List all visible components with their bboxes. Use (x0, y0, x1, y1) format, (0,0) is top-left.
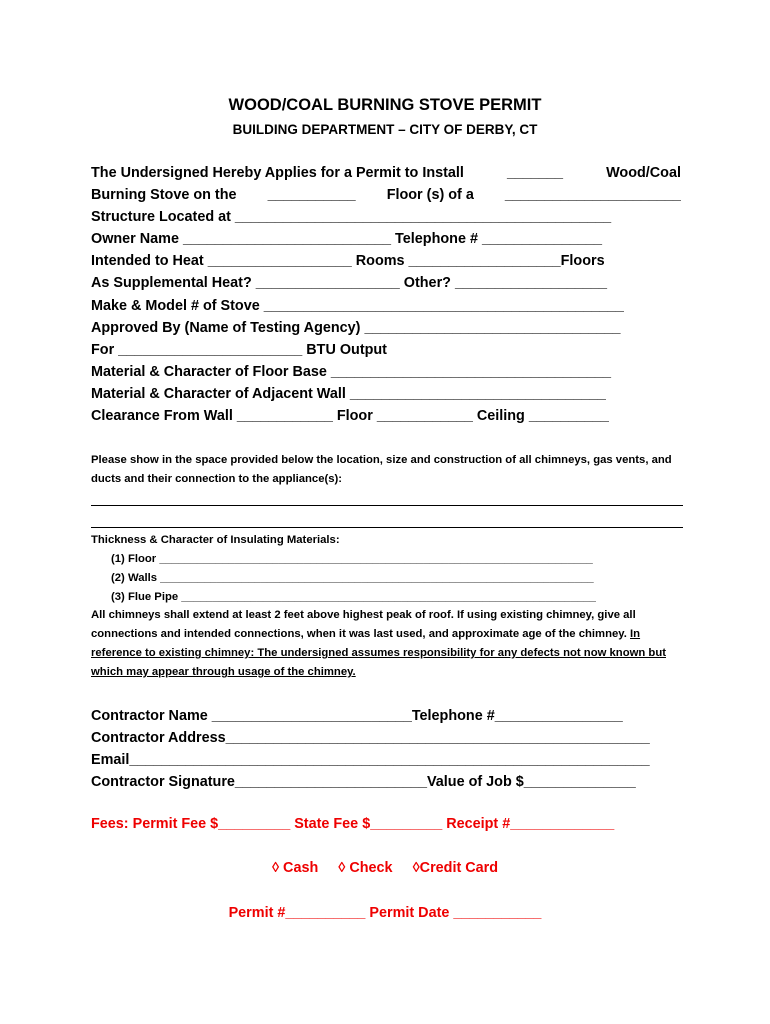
permit-number-line[interactable]: Permit #__________ Permit Date ___________ (228, 905, 542, 921)
install-text: The Undersigned Hereby Applies for a Permit to Install (91, 165, 464, 181)
contractor-signature-field[interactable]: Contractor Signature________________________Value of Job $______________ (91, 774, 636, 790)
make-model-field[interactable]: Make & Model # of Stove _____________________________________________ (91, 297, 624, 314)
drawing-line-2[interactable] (91, 527, 683, 528)
chimney-location-note: Please show in the space provided below the location, size and construction of all chimneys, gas vents, and ducts and their connection to the appliance(s): (91, 454, 672, 485)
floor-base-field[interactable]: Material & Character of Floor Base ___________________________________ (91, 363, 612, 380)
chimney-responsibility: In reference to existing chimney: The undersigned assumes responsibility for any defects not now known but which may appear through usage of the chimney. (91, 628, 666, 678)
floor-line (91, 184, 681, 206)
structure-location-field[interactable]: Structure Located at _______________________________________________ (91, 209, 612, 226)
payment-options (0, 860, 770, 876)
btu-output-field[interactable]: For _______________________ BTU Output (91, 341, 387, 358)
contractor-email-field[interactable]: Email_________________________________________________________________ (91, 752, 650, 768)
burning-stove-text: Burning Stove on the (91, 187, 237, 204)
contractor-address-field[interactable]: Contractor Address_____________________________________________________ (91, 730, 650, 746)
contractor-name-field[interactable]: Contractor Name _________________________Telephone #________________ (91, 708, 623, 724)
credit-card-option[interactable]: ◊Credit Card (412, 860, 499, 876)
chimney-requirements (91, 606, 683, 682)
structure-type-blank[interactable]: ______________________ (504, 187, 681, 204)
install-line (91, 162, 681, 184)
cash-option[interactable]: ◊ Cash (271, 860, 319, 876)
page-subtitle: BUILDING DEPARTMENT – CITY OF DERBY, CT (232, 122, 538, 137)
clearance-field[interactable]: Clearance From Wall ____________ Floor ____________ Ceiling __________ (91, 408, 609, 425)
install-blank[interactable]: _______ (506, 165, 564, 181)
drawing-line-1[interactable] (91, 505, 683, 506)
insulating-walls-field[interactable]: (2) Walls _____________________________________________________________________ (111, 572, 594, 584)
chimney-text: All chimneys shall extend at least 2 feet above highest peak of roof. If using existing chimney, give all connections and intended connections, when it was last used, and approximate age of the chimney. (91, 609, 636, 640)
floor-number-blank[interactable]: ___________ (267, 187, 356, 204)
contractor-section (91, 705, 683, 793)
insulating-flue-field[interactable]: (3) Flue Pipe __________________________________________________________________ (111, 591, 596, 603)
check-option[interactable]: ◊ Check (338, 860, 393, 876)
owner-name-field[interactable]: Owner Name __________________________ Telephone # _______________ (91, 231, 603, 248)
intended-heat-field[interactable]: Intended to Heat __________________ Rooms ___________________Floors (91, 253, 605, 270)
insulating-heading: Thickness & Character of Insulating Materials: (91, 534, 340, 546)
approved-by-field[interactable]: Approved By (Name of Testing Agency) ________________________________ (91, 319, 621, 336)
application-form (91, 162, 681, 427)
wood-coal-text: Wood/Coal (606, 165, 681, 181)
fees-line[interactable]: Fees: Permit Fee $_________ State Fee $_________ Receipt #_____________ (91, 816, 615, 832)
floors-of-text: Floor (s) of a (386, 187, 474, 204)
insulating-floor-field[interactable]: (1) Floor _____________________________________________________________________ (111, 553, 593, 565)
supplemental-heat-field[interactable]: As Supplemental Heat? __________________ Other? ___________________ (91, 275, 608, 292)
page-title: WOOD/COAL BURNING STOVE PERMIT (228, 96, 542, 114)
adjacent-wall-field[interactable]: Material & Character of Adjacent Wall ________________________________ (91, 385, 606, 402)
insulating-materials (91, 531, 683, 607)
